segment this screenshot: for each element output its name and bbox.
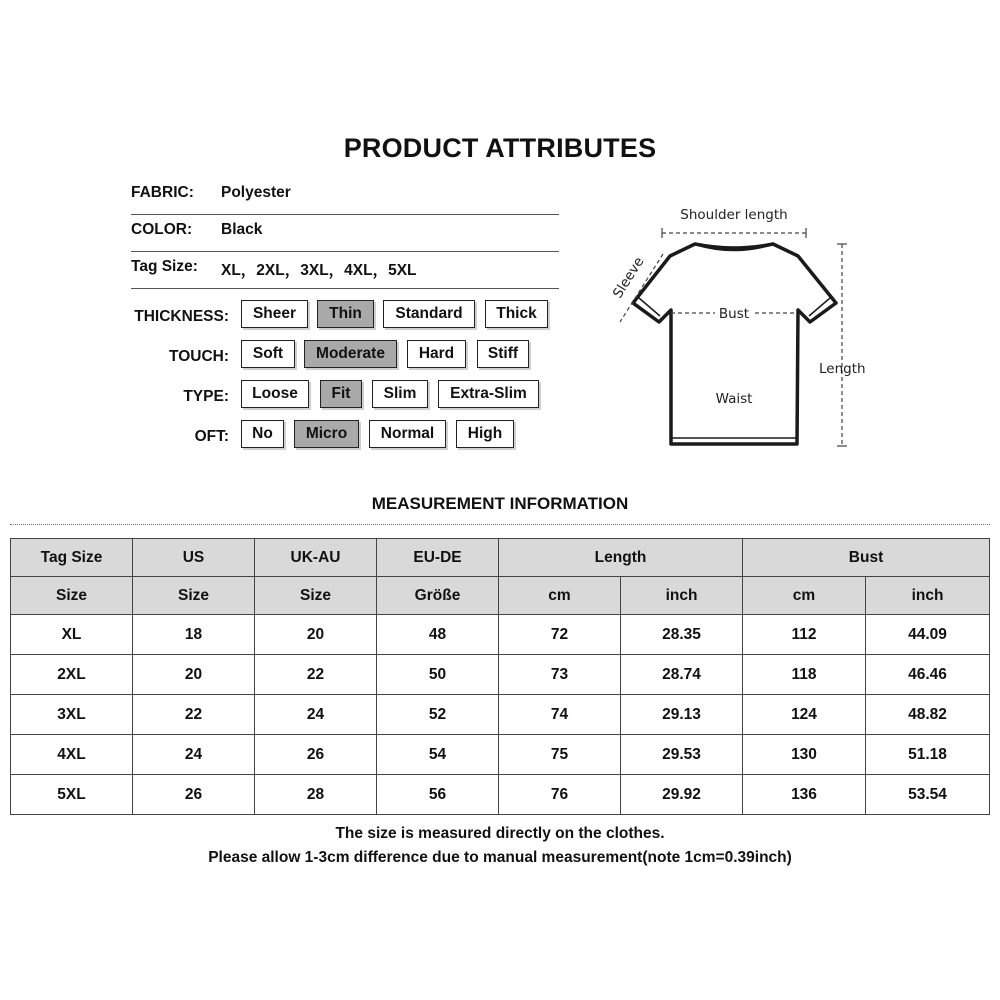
table-cell: 24: [255, 695, 377, 735]
table-cell: 53.54: [866, 775, 990, 815]
option-label-touch: TOUCH:: [169, 348, 229, 365]
header-length: Length: [499, 539, 743, 577]
table-cell: 48.82: [866, 695, 990, 735]
table-cell: 73: [499, 655, 621, 695]
table-cell: 52: [377, 695, 499, 735]
table-cell: 50: [377, 655, 499, 695]
attr-label: Tag Size:: [131, 258, 198, 275]
table-cell: 20: [133, 655, 255, 695]
attr-value: XL，2XL，3XL，4XL，5XL: [221, 262, 417, 279]
table-cell: 20: [255, 615, 377, 655]
attr-row-fabric: [131, 178, 559, 215]
header-tag-size: Tag Size: [11, 539, 133, 577]
chip-soft: Soft: [241, 340, 295, 368]
chip-high: High: [456, 420, 514, 448]
table-cell: 75: [499, 735, 621, 775]
table-cell: 29.53: [621, 735, 743, 775]
table-cell: XL: [11, 615, 133, 655]
note-measured: The size is measured directly on the clothes.: [335, 825, 665, 842]
attr-label: COLOR:: [131, 221, 193, 238]
subheader-length-cm: cm: [499, 577, 621, 615]
dotted-divider: [10, 524, 990, 525]
table-cell: 28.74: [621, 655, 743, 695]
chip-fit-selected: Fit: [320, 380, 362, 408]
subheader-eu-de-size: Größe: [377, 577, 499, 615]
table-cell: 72: [499, 615, 621, 655]
chip-slim: Slim: [372, 380, 428, 408]
chip-normal: Normal: [369, 420, 446, 448]
attr-value: Black: [221, 221, 263, 238]
table-cell: 118: [743, 655, 866, 695]
label-shoulder-length: Shoulder length: [680, 207, 788, 223]
table-cell: 22: [255, 655, 377, 695]
table-cell: 29.92: [621, 775, 743, 815]
table-cell: 51.18: [866, 735, 990, 775]
note-difference: Please allow 1-3cm difference due to manual measurement(note 1cm=0.39inch): [208, 849, 792, 866]
label-waist: Waist: [715, 391, 753, 407]
table-cell: 76: [499, 775, 621, 815]
tshirt-diagram: [600, 200, 870, 460]
header-row-1: [11, 539, 990, 577]
size-table: [10, 538, 990, 815]
attr-row-tag-size: [131, 252, 559, 289]
table-cell: 4XL: [11, 735, 133, 775]
table-cell: 18: [133, 615, 255, 655]
table-cell: 44.09: [866, 615, 990, 655]
header-row-2: [11, 577, 990, 615]
table-cell: 28: [255, 775, 377, 815]
option-label-thickness: THICKNESS:: [134, 308, 229, 325]
chip-hard: Hard: [407, 340, 466, 368]
chip-stiff: Stiff: [477, 340, 529, 368]
table-cell: 28.35: [621, 615, 743, 655]
chip-moderate-selected: Moderate: [304, 340, 397, 368]
label-bust: Bust: [718, 306, 750, 322]
table-cell: 46.46: [866, 655, 990, 695]
table-cell: 112: [743, 615, 866, 655]
chip-thin-selected: Thin: [317, 300, 374, 328]
table-cell: 130: [743, 735, 866, 775]
subheader-bust-cm: cm: [743, 577, 866, 615]
chip-sheer: Sheer: [241, 300, 308, 328]
table-cell: 26: [255, 735, 377, 775]
table-cell: 124: [743, 695, 866, 735]
table-cell: 2XL: [11, 655, 133, 695]
chip-loose: Loose: [241, 380, 309, 408]
chip-micro-selected: Micro: [294, 420, 359, 448]
chip-no: No: [241, 420, 284, 448]
table-cell: 26: [133, 775, 255, 815]
header-uk-au: UK-AU: [255, 539, 377, 577]
table-row: [11, 615, 990, 655]
header-us: US: [133, 539, 255, 577]
table-cell: 56: [377, 775, 499, 815]
chip-extra-slim: Extra-Slim: [438, 380, 539, 408]
table-row: [11, 695, 990, 735]
header-eu-de: EU-DE: [377, 539, 499, 577]
label-sleeve: Sleeve: [609, 254, 648, 302]
option-label-type: TYPE:: [183, 388, 229, 405]
table-cell: 54: [377, 735, 499, 775]
table-cell: 3XL: [11, 695, 133, 735]
measurement-title: MEASUREMENT INFORMATION: [371, 494, 629, 513]
table-row: [11, 655, 990, 695]
table-cell: 5XL: [11, 775, 133, 815]
subheader-bust-inch: inch: [866, 577, 990, 615]
subheader-size: Size: [11, 577, 133, 615]
table-cell: 29.13: [621, 695, 743, 735]
table-row: [11, 735, 990, 775]
chip-standard: Standard: [383, 300, 475, 328]
table-cell: 48: [377, 615, 499, 655]
page-title: PRODUCT ATTRIBUTES: [343, 133, 657, 163]
subheader-length-inch: inch: [621, 577, 743, 615]
table-cell: 136: [743, 775, 866, 815]
table-cell: 74: [499, 695, 621, 735]
table-row: [11, 775, 990, 815]
table-cell: 22: [133, 695, 255, 735]
attr-label: FABRIC:: [131, 184, 194, 201]
table-cell: 24: [133, 735, 255, 775]
attr-value: Polyester: [221, 184, 291, 201]
option-label-oft: OFT:: [194, 428, 229, 445]
subheader-us-size: Size: [133, 577, 255, 615]
tshirt-outline-icon: [633, 244, 836, 444]
attr-row-color: [131, 215, 559, 252]
label-length: Length: [819, 361, 866, 377]
subheader-uk-au-size: Size: [255, 577, 377, 615]
header-bust: Bust: [743, 539, 990, 577]
chip-thick: Thick: [485, 300, 548, 328]
